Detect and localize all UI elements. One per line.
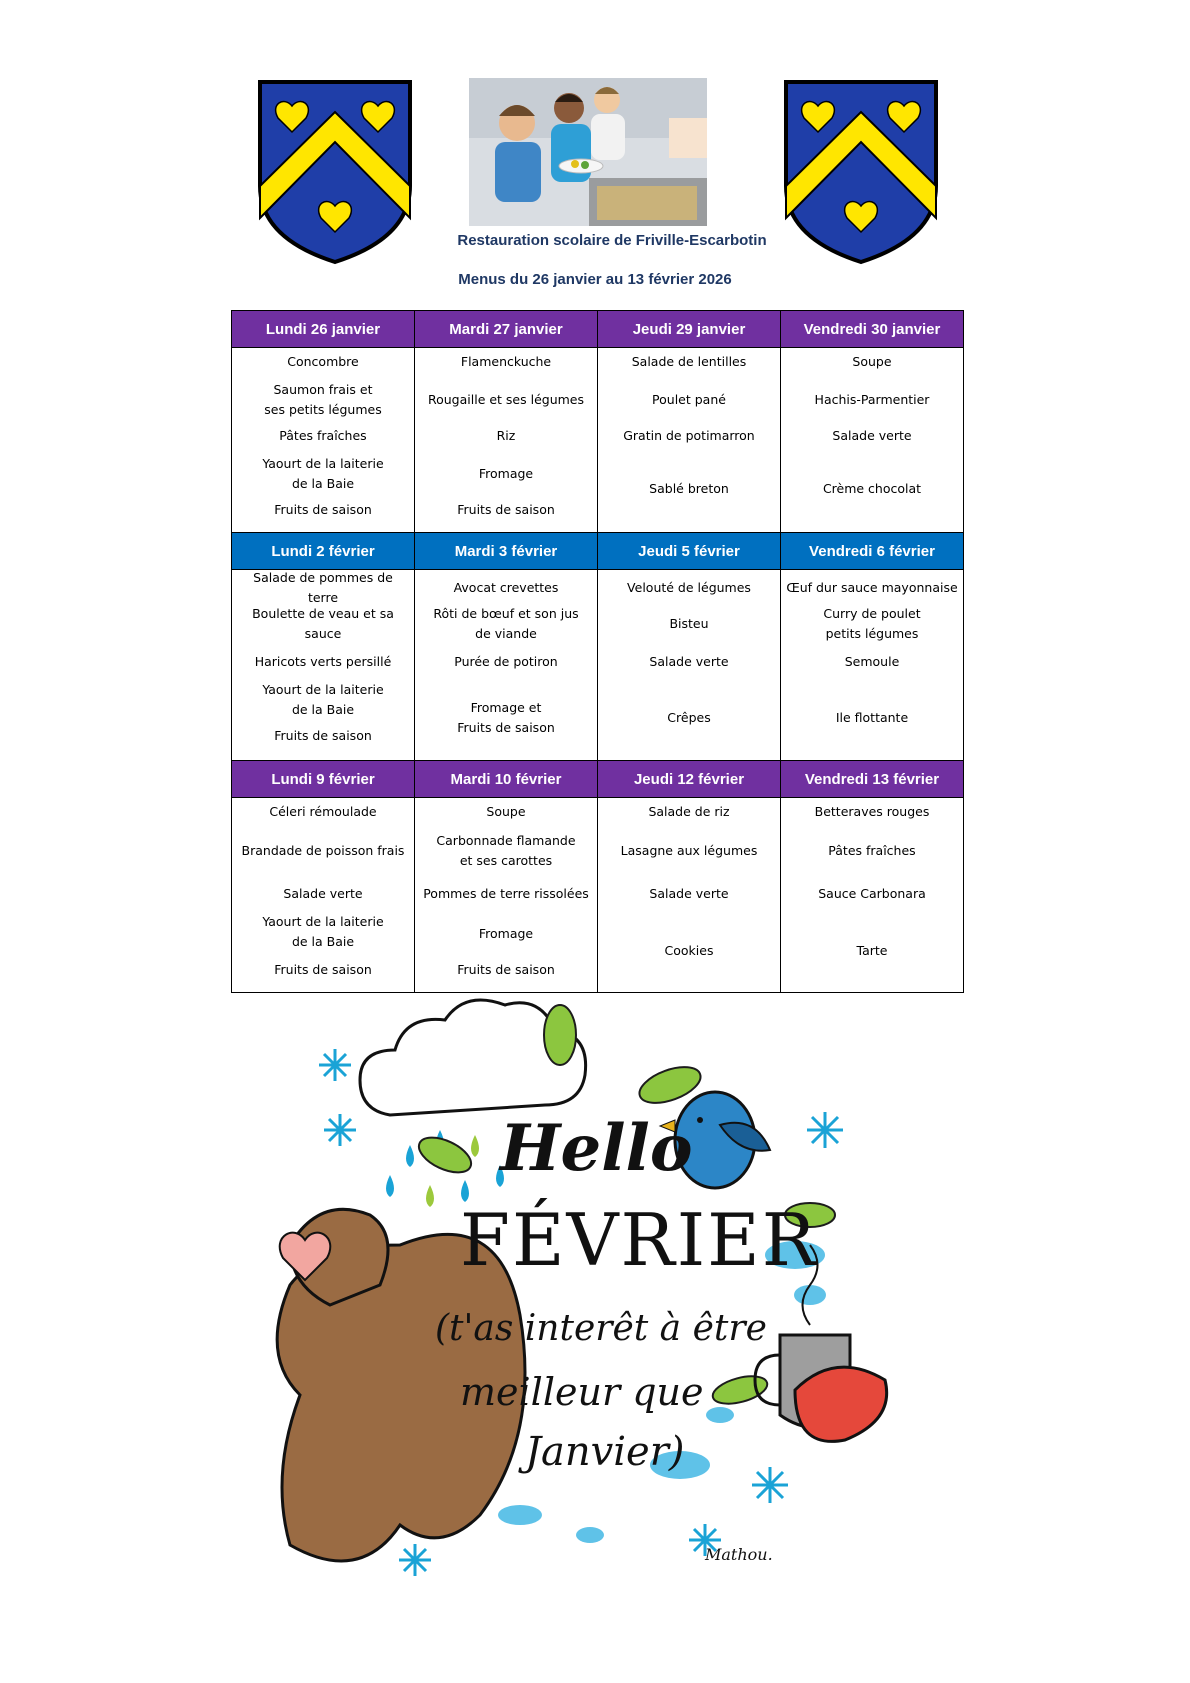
week-menu-row: [232, 798, 964, 993]
dish: Pâtes fraîches: [279, 428, 367, 443]
dish: Poulet pané: [652, 392, 726, 407]
menu-table: [231, 310, 964, 993]
day-menu: [232, 570, 415, 761]
dish: Ile flottante: [835, 710, 909, 725]
dish: Soupe: [486, 804, 526, 819]
dish: Purée de potiron: [454, 654, 558, 669]
illus-text-line5: Janvier): [525, 1429, 685, 1475]
dish: Œuf dur sauce mayonnaise: [786, 580, 958, 595]
dish: Betteraves rouges: [814, 804, 930, 819]
dish: Curry de poulet petits légumes: [823, 606, 921, 641]
illus-signature: Mathou.: [705, 1545, 773, 1564]
dish: Céleri rémoulade: [269, 804, 377, 819]
dish: Crêpes: [667, 710, 711, 725]
day-menu: [415, 798, 598, 993]
dish: Avocat crevettes: [453, 580, 559, 595]
dish: Pommes de terre rissolées: [423, 886, 589, 901]
dish: Fruits de saison: [274, 728, 372, 743]
dish: Haricots verts persillé: [254, 654, 392, 669]
illus-text-line3: (t'as interêt à être: [435, 1308, 767, 1349]
dish: Fromage: [478, 926, 534, 941]
dish: Fruits de saison: [274, 962, 372, 977]
dish: Fruits de saison: [457, 502, 555, 517]
page-title: Restauration scolaire de Friville-Escarbotin: [457, 232, 767, 249]
day-menu: [781, 570, 964, 761]
dish: Yaourt de la laiterie de la Baie: [262, 682, 384, 717]
hello-fevrier-illustration: [250, 995, 950, 1595]
dish: Hachis-Parmentier: [814, 392, 930, 407]
page-subtitle: Menus du 26 janvier au 13 février 2026: [458, 271, 732, 288]
dish: Tarte: [856, 943, 888, 958]
day-menu: [781, 798, 964, 993]
week-menu-row: [232, 570, 964, 761]
week-menu-row: [232, 348, 964, 533]
dish: Sauce Carbonara: [818, 886, 926, 901]
dish: Crème chocolat: [822, 481, 922, 496]
dish: Velouté de légumes: [627, 580, 751, 595]
dish: Yaourt de la laiterie de la Baie: [262, 456, 384, 491]
dish: Carbonnade flamande et ses carottes: [436, 833, 576, 868]
dish: Rôti de bœuf et son jus de viande: [433, 606, 579, 641]
dish: Rougaille et ses légumes: [427, 392, 585, 407]
day-header: Jeudi 5 février: [598, 533, 781, 570]
children-canteen-photo: [469, 78, 707, 226]
day-menu: [415, 348, 598, 533]
dish: Gratin de potimarron: [623, 428, 755, 443]
dish: Salade verte: [649, 654, 729, 669]
dish: Soupe: [852, 354, 892, 369]
dish: Fromage et Fruits de saison: [457, 700, 555, 735]
illus-text-line4: meilleur que: [460, 1370, 704, 1414]
day-header: Lundi 2 février: [232, 533, 415, 570]
dish: Bisteu: [669, 616, 709, 631]
day-header: Mardi 3 février: [415, 533, 598, 570]
dish: Concombre: [287, 354, 359, 369]
day-header: Mardi 10 février: [415, 761, 598, 798]
day-menu: [232, 798, 415, 993]
day-menu: [598, 348, 781, 533]
dish: Salade verte: [832, 428, 912, 443]
day-menu: [415, 570, 598, 761]
illus-text-fevrier: FÉVRIER: [460, 1198, 818, 1282]
week-header-row: [232, 761, 964, 798]
dish: Semoule: [844, 654, 900, 669]
dish: Salade verte: [649, 886, 729, 901]
day-header: Vendredi 30 janvier: [781, 311, 964, 348]
dish: Salade verte: [283, 886, 363, 901]
day-header: Jeudi 29 janvier: [598, 311, 781, 348]
day-header: Lundi 26 janvier: [232, 311, 415, 348]
dish: Cookies: [664, 943, 714, 958]
day-header: Mardi 27 janvier: [415, 311, 598, 348]
week-header-row: [232, 311, 964, 348]
week-header-row: [232, 533, 964, 570]
dish: Fromage: [478, 466, 534, 481]
dish: Salade de pommes de terre: [253, 570, 393, 605]
day-menu: [232, 348, 415, 533]
day-header: Vendredi 6 février: [781, 533, 964, 570]
dish: Saumon frais et ses petits légumes: [264, 382, 382, 417]
day-header: Vendredi 13 février: [781, 761, 964, 798]
dish: Salade de lentilles: [631, 354, 747, 369]
dish: Flamenckuche: [460, 354, 552, 369]
day-menu: [781, 348, 964, 533]
dish: Pâtes fraîches: [828, 843, 916, 858]
day-menu: [598, 570, 781, 761]
dish: Sablé breton: [649, 481, 729, 496]
day-menu: [598, 798, 781, 993]
illus-text-hello: Hello: [500, 1111, 693, 1186]
dish: Salade de riz: [648, 804, 730, 819]
dish: Lasagne aux légumes: [620, 843, 758, 858]
dish: Boulette de veau et sa sauce: [252, 606, 394, 641]
dish: Fruits de saison: [457, 962, 555, 977]
dish: Brandade de poisson frais: [241, 843, 405, 858]
dish: Riz: [496, 428, 516, 443]
day-header: Jeudi 12 février: [598, 761, 781, 798]
dish: Fruits de saison: [274, 502, 372, 517]
day-header: Lundi 9 février: [232, 761, 415, 798]
dish: Yaourt de la laiterie de la Baie: [262, 914, 384, 949]
